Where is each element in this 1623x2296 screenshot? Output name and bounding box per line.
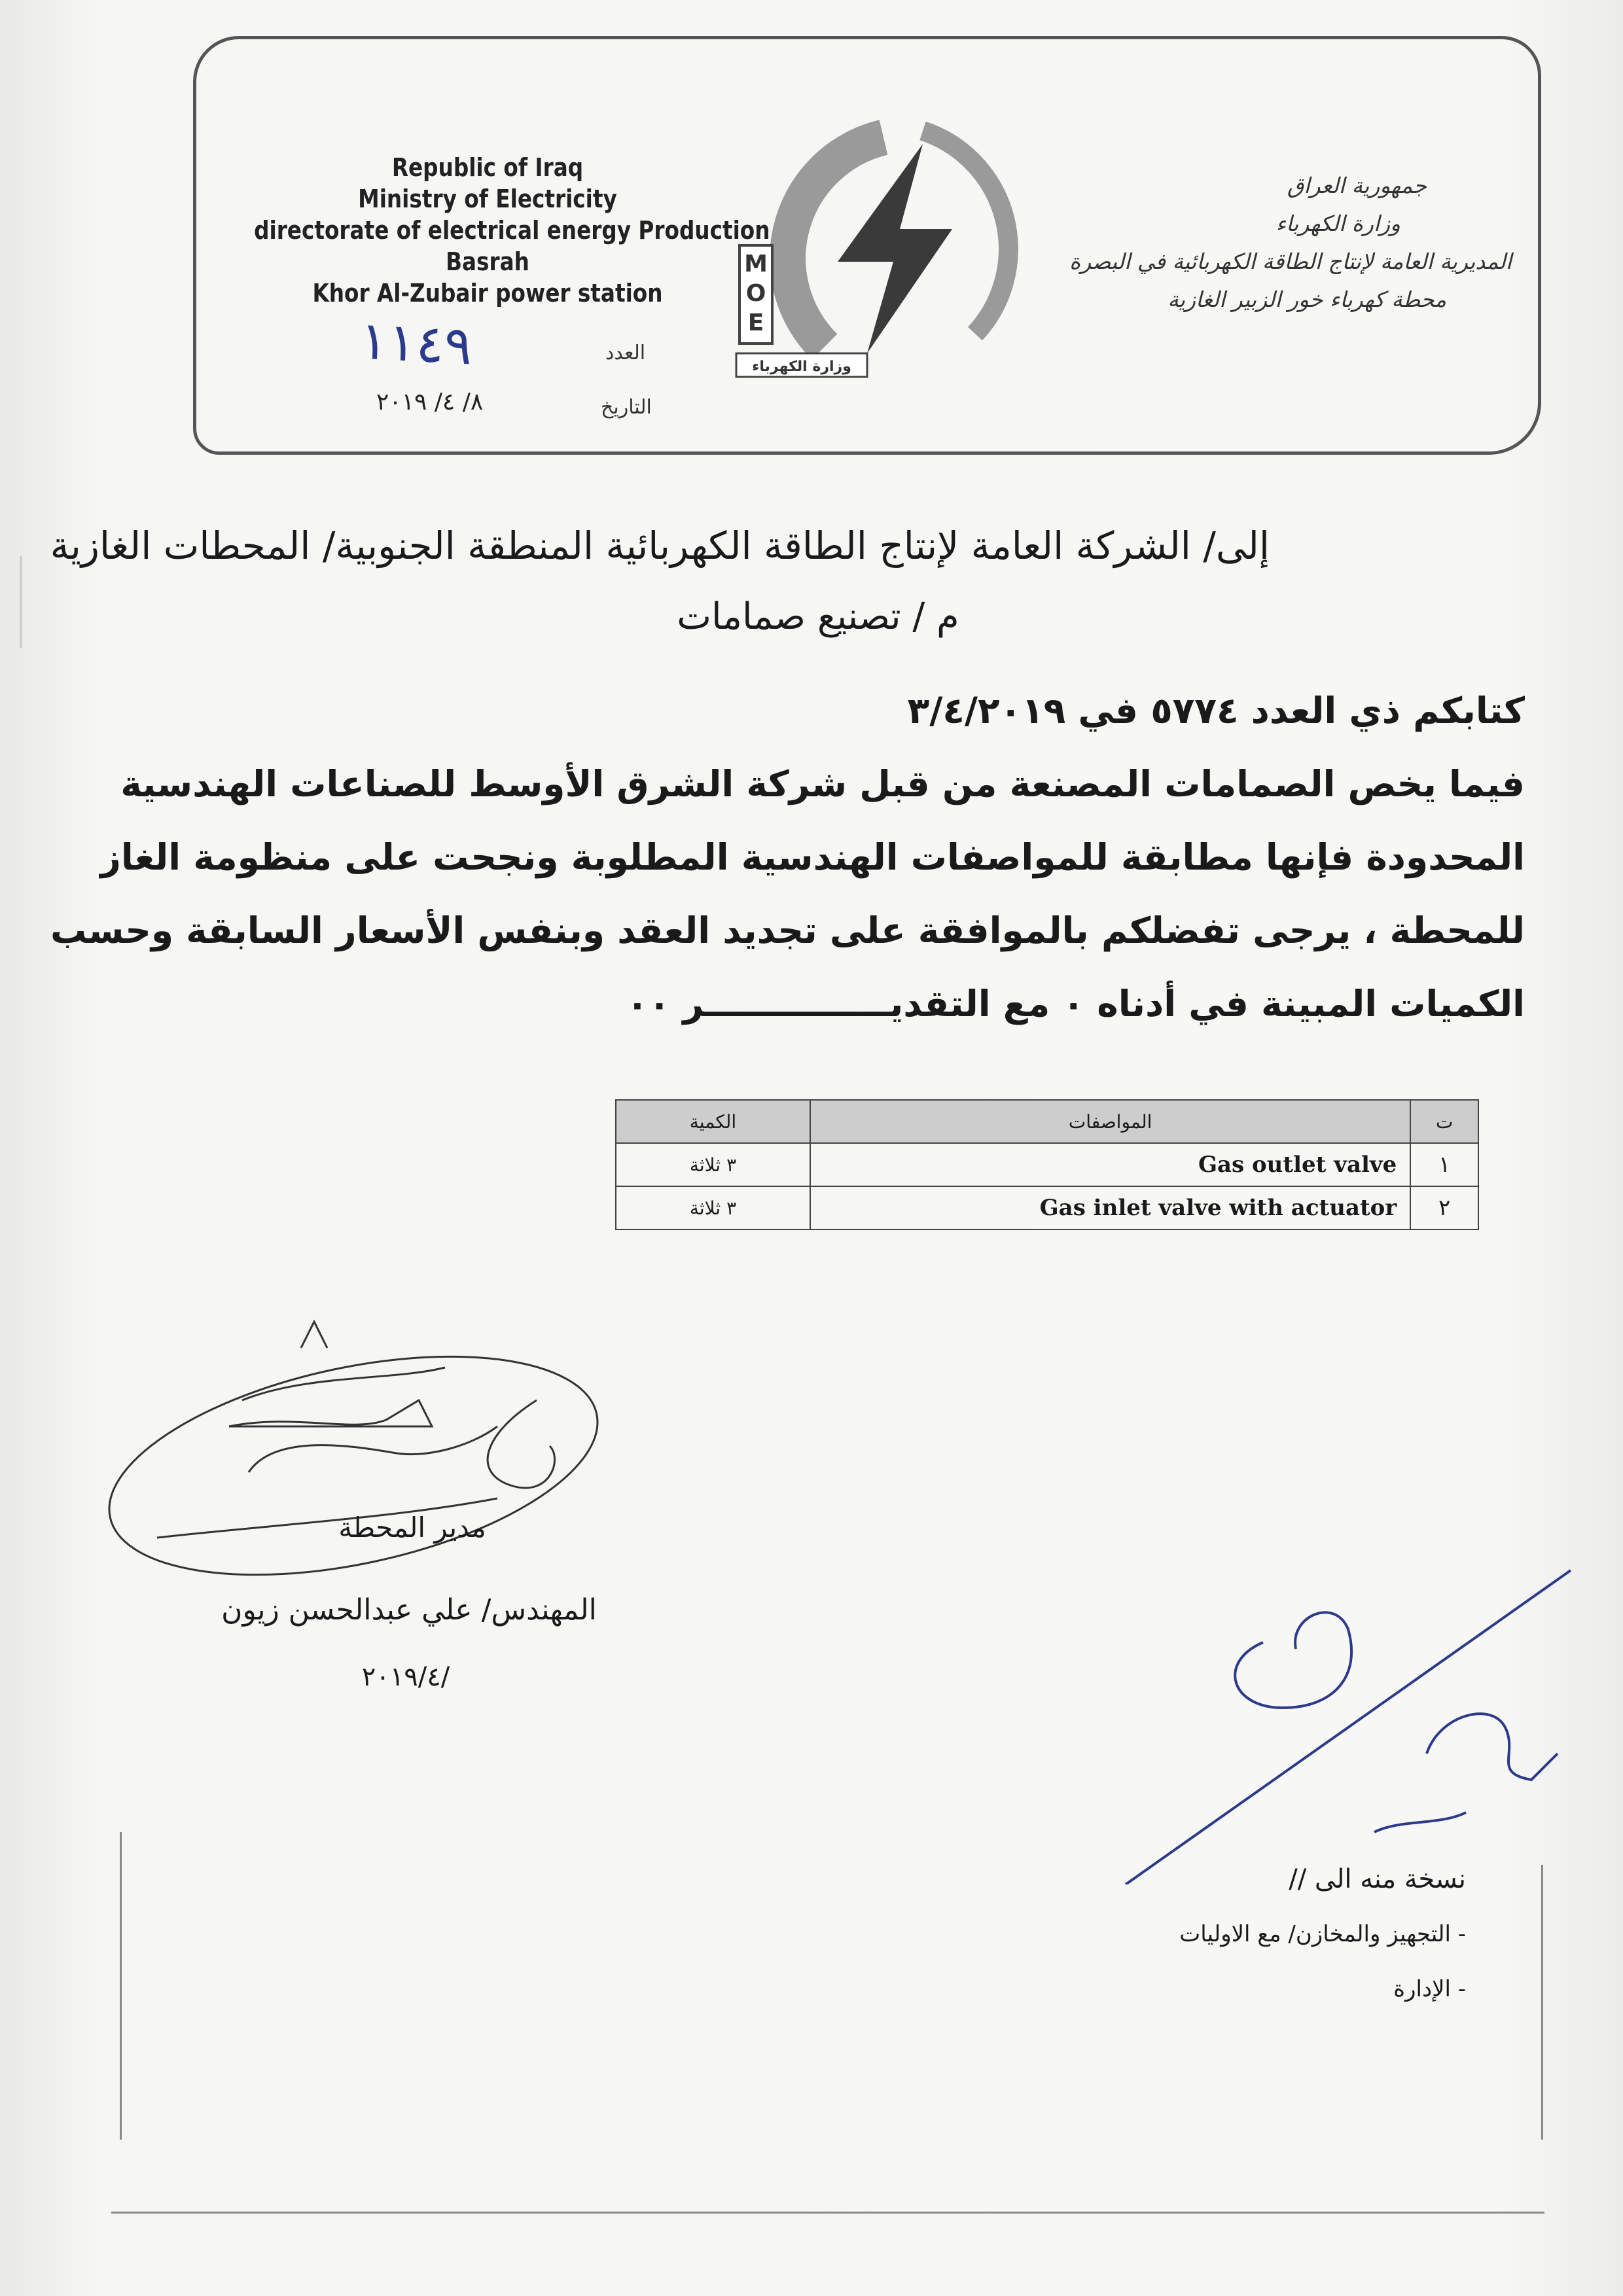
- body-line: للمحطة ، يرجى تفضلكم بالموافقة على تجديد العقد وبنفس الأسعار السابقة وحسب: [50, 910, 1525, 951]
- manager-signature-icon: [79, 1302, 615, 1610]
- handwritten-annotation-icon: [1099, 1557, 1610, 1884]
- ministry-logo: [726, 98, 1067, 386]
- page-bottom-rule: [111, 2212, 1544, 2214]
- signature-title: مدير المحطة: [338, 1511, 486, 1544]
- logo-letter-o: O: [745, 280, 766, 307]
- table-row: [616, 1143, 1478, 1186]
- addressee-line: إلى/ الشركة العامة لإنتاج الطاقة الكهربائية المنطقة الجنوبية/ المحطات الغازية: [50, 523, 1270, 568]
- body-line: فيما يخص الصمامات المصنعة من قبل شركة الشرق الأوسط للصناعات الهندسية: [120, 763, 1525, 805]
- logo-letter-m: M: [744, 251, 768, 277]
- page-edge-shadow: [20, 556, 22, 648]
- row-quantity: ٣ ثلاثة: [616, 1186, 810, 1229]
- en-line-directorate: directorate of electrical energy Production: [254, 216, 770, 245]
- signature-name: المهندس/ علي عبدالحسن زيون: [221, 1593, 597, 1627]
- table-row: [616, 1186, 1478, 1229]
- header-number: ت: [1410, 1100, 1478, 1143]
- row-specification: Gas outlet valve: [810, 1143, 1410, 1186]
- logo-letter-e: E: [747, 309, 764, 336]
- header-quantity: الكمية: [616, 1100, 810, 1143]
- reference-number-handwritten: ١١٤٩: [358, 309, 474, 377]
- ar-line-country: جمهورية العراق: [1287, 173, 1427, 198]
- copies-list: [1099, 1852, 1466, 2017]
- row-number: ١: [1410, 1143, 1478, 1186]
- date-value: ٨/ ٤/ ٢٠١٩: [376, 389, 484, 415]
- copies-heading: نسخة منه الى //: [1289, 1864, 1466, 1894]
- header-specification: المواصفات: [810, 1100, 1410, 1143]
- letter-body: [50, 674, 1525, 1040]
- valves-table: [615, 1099, 1479, 1230]
- logo-caption: وزارة الكهرباء: [752, 359, 851, 375]
- en-line-station: Khor Al-Zubair power station: [312, 279, 663, 308]
- en-line-country: Republic of Iraq: [391, 153, 584, 182]
- table-header-row: [616, 1100, 1478, 1143]
- body-line: المحدودة فإنها مطابقة للمواصفات الهندسية المطلوبة ونجحت على منظومة الغاز: [100, 836, 1525, 878]
- copies-item: - الإدارة: [1393, 1976, 1466, 2002]
- page-border-right: [1541, 1865, 1543, 2140]
- lightning-bolt-icon: [838, 144, 952, 353]
- ar-line-directorate: المديرية العامة لإنتاج الطاقة الكهربائية في البصرة: [1069, 249, 1512, 274]
- letterhead-arabic: [1027, 167, 1512, 319]
- ar-line-station: محطة كهرباء خور الزبير الغازية: [1168, 287, 1446, 312]
- en-line-ministry: Ministry of Electricity: [358, 185, 617, 213]
- page-border-left: [120, 1832, 122, 2140]
- body-line-closing: الكميات المبينة في أدناه ٠ مع التقديـــــــــــــــر ٠٠: [626, 983, 1525, 1025]
- en-line-city: Basrah: [446, 247, 529, 276]
- row-specification: Gas inlet valve with actuator: [810, 1186, 1410, 1229]
- body-line-reference: كتابكم ذي العدد ٥٧٧٤ في ٣/٤/٢٠١٩: [907, 690, 1525, 732]
- subject-line: م / تصنيع صمامات: [677, 595, 959, 638]
- letterhead-english: [254, 152, 770, 309]
- date-label: التاريخ: [601, 396, 652, 419]
- row-number: ٢: [1410, 1186, 1478, 1229]
- ar-line-ministry: وزارة الكهرباء: [1275, 211, 1400, 236]
- row-quantity: ٣ ثلاثة: [616, 1143, 810, 1186]
- copies-item: - التجهيز والمخازن/ مع الاوليات: [1179, 1921, 1466, 1947]
- signature-date: /٢٠١٩/٤: [361, 1662, 450, 1692]
- reference-number-label: العدد: [605, 342, 646, 364]
